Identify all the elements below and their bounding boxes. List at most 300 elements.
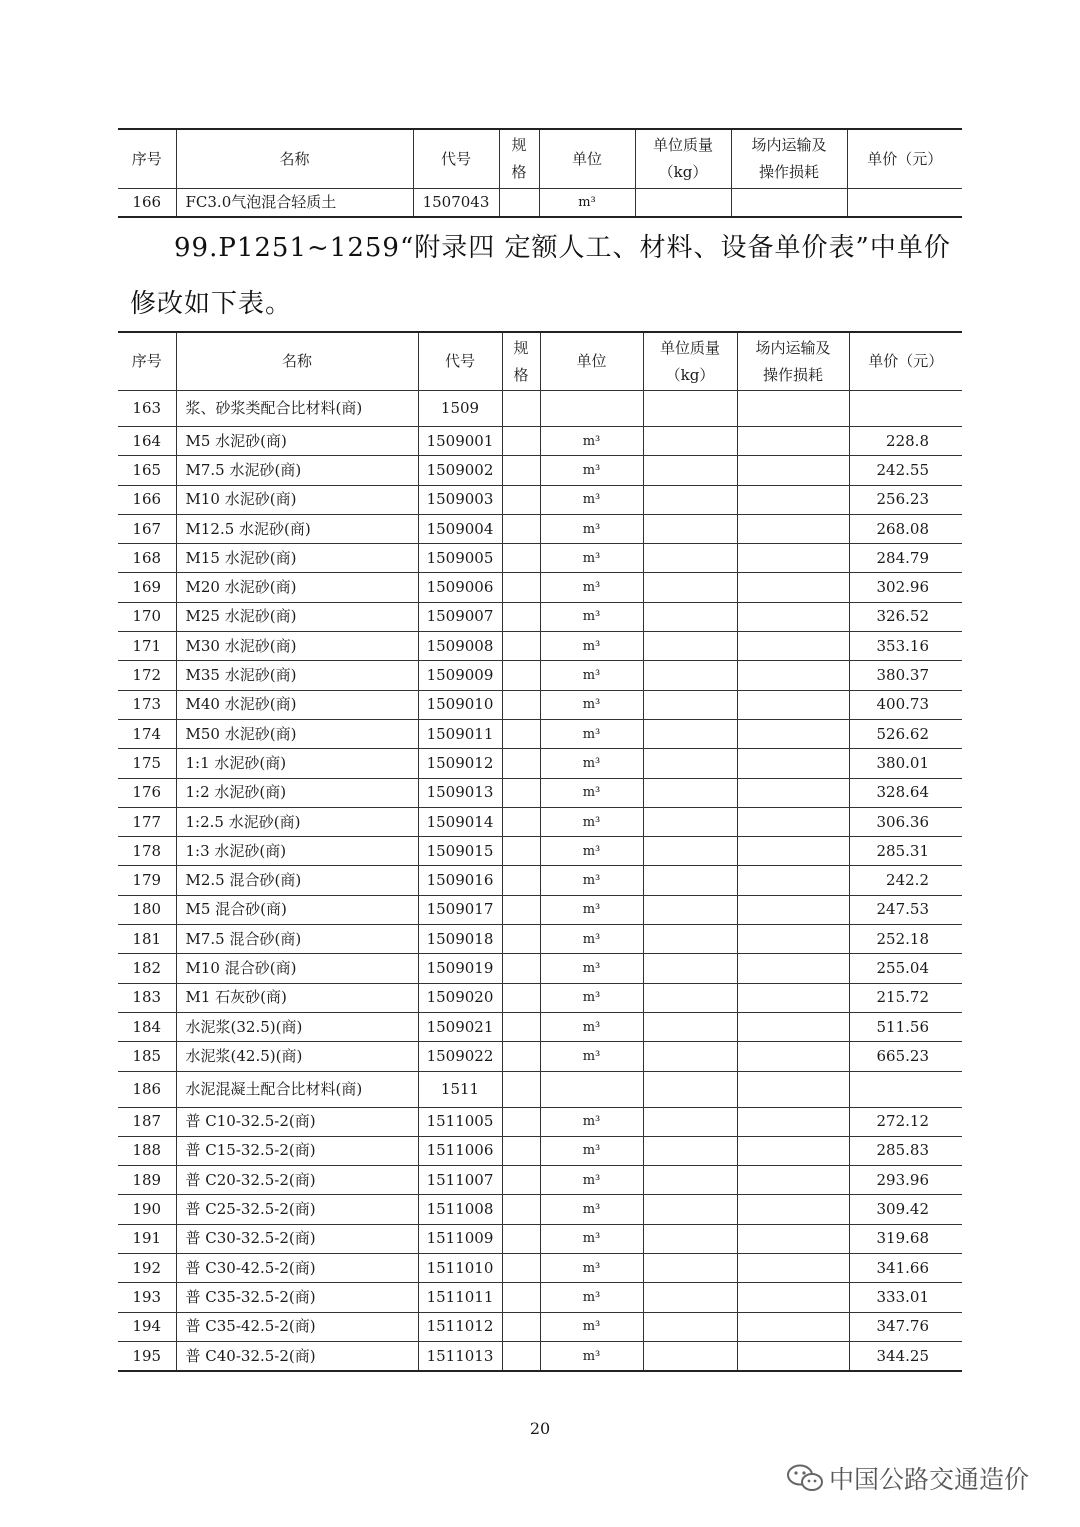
cell-code: 1511007 — [418, 1166, 502, 1195]
cell-mass — [643, 1195, 737, 1224]
cell-unit: m³ — [540, 749, 643, 778]
cell-loss — [731, 189, 847, 218]
header-name: 名称 — [176, 129, 413, 189]
header-mass-line1: 单位质量 — [659, 338, 720, 357]
cell-price: 242.2 — [849, 866, 962, 895]
cell-unit: m³ — [540, 778, 643, 807]
cell-code: 1509003 — [418, 485, 502, 514]
cell-index: 194 — [118, 1312, 176, 1341]
cell-mass — [643, 1341, 737, 1371]
cell-code: 1509018 — [418, 925, 502, 954]
cell-code: 1509009 — [418, 661, 502, 690]
cell-mass — [643, 1166, 737, 1195]
cell-name: 浆、砂浆类配合比材料(商) — [176, 391, 418, 427]
cell-loss — [737, 983, 849, 1012]
cell-name: M12.5 水泥砂(商) — [176, 514, 418, 543]
cell-mass — [643, 602, 737, 631]
cell-loss — [737, 719, 849, 748]
cell-index: 168 — [118, 544, 176, 573]
cell-spec — [502, 837, 540, 866]
header-spec-line2: 格 — [511, 163, 527, 181]
cell-name: M15 水泥砂(商) — [176, 544, 418, 573]
table-row — [118, 1341, 962, 1371]
cell-index: 169 — [118, 573, 176, 602]
cell-loss — [737, 485, 849, 514]
cell-code: 1509012 — [418, 749, 502, 778]
table-body-top — [118, 189, 962, 218]
cell-loss — [737, 427, 849, 456]
cell-index: 173 — [118, 690, 176, 719]
table-row — [118, 632, 962, 661]
cell-unit: m³ — [540, 954, 643, 983]
cell-price: 309.42 — [849, 1195, 962, 1224]
cell-code: 1509020 — [418, 983, 502, 1012]
cell-mass — [643, 954, 737, 983]
cell-name: M1 石灰砂(商) — [176, 983, 418, 1012]
table-row — [118, 514, 962, 543]
cell-loss — [737, 895, 849, 924]
header-mass-line2: （kg） — [665, 365, 715, 384]
cell-spec — [502, 485, 540, 514]
cell-mass — [643, 485, 737, 514]
cell-unit: m³ — [540, 1312, 643, 1341]
cell-unit — [540, 1071, 643, 1107]
cell-index: 185 — [118, 1042, 176, 1071]
cell-spec — [502, 1224, 540, 1253]
cell-price — [849, 1071, 962, 1107]
cell-name: M5 水泥砂(商) — [176, 427, 418, 456]
header-loss-line1: 场内运输及 — [755, 338, 831, 357]
cell-price: 380.01 — [849, 749, 962, 778]
cell-spec — [502, 1071, 540, 1107]
cell-loss — [737, 1195, 849, 1224]
cell-index: 170 — [118, 602, 176, 631]
cell-unit: m³ — [540, 514, 643, 543]
cell-price — [847, 189, 962, 218]
cell-unit: m³ — [540, 1136, 643, 1165]
cell-code: 1511011 — [418, 1283, 502, 1312]
header-spec-line1: 规 — [513, 338, 529, 357]
table-row — [118, 661, 962, 690]
cell-index: 190 — [118, 1195, 176, 1224]
cell-price: 268.08 — [849, 514, 962, 543]
cell-spec — [502, 1312, 540, 1341]
cell-index: 171 — [118, 632, 176, 661]
cell-index: 174 — [118, 719, 176, 748]
cell-name: 普 C30-42.5-2(商) — [176, 1254, 418, 1283]
cell-name: M40 水泥砂(商) — [176, 690, 418, 719]
cell-mass — [643, 661, 737, 690]
header-spec-line2: 格 — [513, 365, 529, 384]
cell-code: 1509007 — [418, 602, 502, 631]
table-row — [118, 1283, 962, 1312]
table-row — [118, 1107, 962, 1136]
cell-loss — [737, 1224, 849, 1253]
cell-price: 272.12 — [849, 1107, 962, 1136]
cell-loss — [737, 661, 849, 690]
header-mass-line2: （kg） — [658, 163, 708, 181]
table-row — [118, 1195, 962, 1224]
cell-loss — [737, 456, 849, 485]
cell-unit: m³ — [540, 1166, 643, 1195]
cell-mass — [635, 189, 731, 218]
cell-index: 183 — [118, 983, 176, 1012]
cell-code: 1509015 — [418, 837, 502, 866]
cell-code: 1511 — [418, 1071, 502, 1107]
cell-loss — [737, 866, 849, 895]
cell-loss — [737, 602, 849, 631]
cell-mass — [643, 983, 737, 1012]
cell-unit: m³ — [540, 632, 643, 661]
cell-code: 1509 — [418, 391, 502, 427]
cell-unit: m³ — [540, 1224, 643, 1253]
cell-price — [849, 391, 962, 427]
cell-spec — [502, 1136, 540, 1165]
cell-loss — [737, 1254, 849, 1283]
cell-spec — [502, 778, 540, 807]
table-row — [118, 1166, 962, 1195]
cell-mass — [643, 632, 737, 661]
header-loss — [731, 129, 847, 189]
cell-index: 164 — [118, 427, 176, 456]
cell-code: 1511008 — [418, 1195, 502, 1224]
cell-loss — [737, 1107, 849, 1136]
cell-spec — [502, 954, 540, 983]
cell-unit: m³ — [540, 427, 643, 456]
cell-price: 284.79 — [849, 544, 962, 573]
cell-spec — [502, 1341, 540, 1371]
cell-name: M10 混合砂(商) — [176, 954, 418, 983]
cell-spec — [502, 391, 540, 427]
cell-spec — [502, 1254, 540, 1283]
cell-code: 1511010 — [418, 1254, 502, 1283]
cell-code: 1509011 — [418, 719, 502, 748]
cell-index: 165 — [118, 456, 176, 485]
cell-price: 665.23 — [849, 1042, 962, 1071]
cell-price: 306.36 — [849, 807, 962, 836]
cell-code: 1509006 — [418, 573, 502, 602]
table-row — [118, 1254, 962, 1283]
cell-unit: m³ — [540, 1107, 643, 1136]
cell-name: 水泥浆(32.5)(商) — [176, 1012, 418, 1041]
cell-price: 247.53 — [849, 895, 962, 924]
cell-spec — [502, 661, 540, 690]
cell-spec — [502, 1042, 540, 1071]
cell-index: 182 — [118, 954, 176, 983]
cell-loss — [737, 1042, 849, 1071]
table-body-main — [118, 391, 962, 1372]
cell-spec — [502, 1012, 540, 1041]
cell-name: 普 C20-32.5-2(商) — [176, 1166, 418, 1195]
header-loss-line2: 操作损耗 — [762, 365, 823, 384]
cell-mass — [643, 866, 737, 895]
header-name: 名称 — [176, 332, 418, 391]
table-row — [118, 983, 962, 1012]
cell-code: 1509001 — [418, 427, 502, 456]
cell-spec — [502, 1283, 540, 1312]
table-row — [118, 866, 962, 895]
cell-unit: m³ — [540, 1283, 643, 1312]
cell-spec — [502, 1166, 540, 1195]
cell-unit: m³ — [540, 1195, 643, 1224]
cell-index: 167 — [118, 514, 176, 543]
cell-spec — [502, 807, 540, 836]
cell-unit: m³ — [540, 1042, 643, 1071]
price-table-main — [118, 331, 962, 1372]
cell-price: 328.64 — [849, 778, 962, 807]
cell-price: 293.96 — [849, 1166, 962, 1195]
cell-price: 511.56 — [849, 1012, 962, 1041]
header-code: 代号 — [413, 129, 499, 189]
cell-spec — [502, 1107, 540, 1136]
cell-code: 1509014 — [418, 807, 502, 836]
cell-code: 1509021 — [418, 1012, 502, 1041]
header-price: 单价（元） — [847, 129, 962, 189]
cell-index: 166 — [118, 189, 176, 218]
cell-spec — [502, 1195, 540, 1224]
cell-name: 普 C25-32.5-2(商) — [176, 1195, 418, 1224]
table-row — [118, 925, 962, 954]
table-group-row — [118, 1071, 962, 1107]
cell-unit: m³ — [540, 1254, 643, 1283]
cell-spec — [502, 749, 540, 778]
cell-mass — [643, 895, 737, 924]
cell-loss — [737, 1312, 849, 1341]
cell-unit: m³ — [540, 573, 643, 602]
cell-mass — [643, 807, 737, 836]
cell-mass — [643, 1312, 737, 1341]
cell-unit: m³ — [540, 690, 643, 719]
cell-name: M30 水泥砂(商) — [176, 632, 418, 661]
cell-index: 179 — [118, 866, 176, 895]
table-row — [118, 719, 962, 748]
cell-mass — [643, 690, 737, 719]
header-loss-line2: 操作损耗 — [758, 163, 819, 181]
cell-mass — [643, 1042, 737, 1071]
cell-name: M50 水泥砂(商) — [176, 719, 418, 748]
cell-price: 255.04 — [849, 954, 962, 983]
cell-name: 普 C35-32.5-2(商) — [176, 1283, 418, 1312]
header-mass — [643, 332, 737, 391]
header-unit: 单位 — [540, 332, 643, 391]
cell-spec — [502, 690, 540, 719]
cell-name: M10 水泥砂(商) — [176, 485, 418, 514]
cell-price: 347.76 — [849, 1312, 962, 1341]
table-row — [118, 544, 962, 573]
cell-unit: m³ — [540, 456, 643, 485]
cell-code: 1507043 — [413, 189, 499, 218]
cell-price: 242.55 — [849, 456, 962, 485]
cell-name: 1:3 水泥砂(商) — [176, 837, 418, 866]
cell-code: 1509004 — [418, 514, 502, 543]
table-row — [118, 573, 962, 602]
cell-code: 1509022 — [418, 1042, 502, 1071]
cell-index: 193 — [118, 1283, 176, 1312]
paragraph-line-1: 99.P1251~1259“附录四 定额人工、材料、设备单价表”中单价 — [174, 233, 951, 263]
cell-mass — [643, 1224, 737, 1253]
cell-price: 256.23 — [849, 485, 962, 514]
header-spec — [502, 332, 540, 391]
cell-loss — [737, 1136, 849, 1165]
cell-name: 普 C40-32.5-2(商) — [176, 1341, 418, 1371]
cell-price: 285.83 — [849, 1136, 962, 1165]
cell-code: 1511012 — [418, 1312, 502, 1341]
cell-loss — [737, 391, 849, 427]
wechat-icon — [785, 1463, 825, 1493]
cell-price: 380.37 — [849, 661, 962, 690]
table-row — [118, 690, 962, 719]
cell-code: 1509005 — [418, 544, 502, 573]
table-row — [118, 1224, 962, 1253]
cell-name: M20 水泥砂(商) — [176, 573, 418, 602]
cell-loss — [737, 1283, 849, 1312]
cell-index: 178 — [118, 837, 176, 866]
cell-name: 水泥混凝土配合比材料(商) — [176, 1071, 418, 1107]
cell-unit: m³ — [540, 1012, 643, 1041]
table-row — [118, 954, 962, 983]
cell-price: 344.25 — [849, 1341, 962, 1371]
cell-mass — [643, 1012, 737, 1041]
cell-mass — [643, 544, 737, 573]
cell-code: 1509019 — [418, 954, 502, 983]
cell-price: 319.68 — [849, 1224, 962, 1253]
cell-index: 176 — [118, 778, 176, 807]
cell-index: 188 — [118, 1136, 176, 1165]
table-row — [118, 1312, 962, 1341]
cell-name: 水泥浆(42.5)(商) — [176, 1042, 418, 1071]
cell-spec — [502, 719, 540, 748]
cell-index: 177 — [118, 807, 176, 836]
page-number: 20 — [529, 1419, 551, 1438]
cell-name: M25 水泥砂(商) — [176, 602, 418, 631]
cell-index: 181 — [118, 925, 176, 954]
table-row — [118, 807, 962, 836]
cell-spec — [502, 632, 540, 661]
cell-index: 184 — [118, 1012, 176, 1041]
cell-spec — [499, 189, 539, 218]
cell-mass — [643, 573, 737, 602]
cell-loss — [737, 514, 849, 543]
cell-loss — [737, 749, 849, 778]
cell-unit: m³ — [540, 544, 643, 573]
cell-unit: m³ — [540, 983, 643, 1012]
table-row — [118, 1136, 962, 1165]
cell-index: 172 — [118, 661, 176, 690]
cell-mass — [643, 749, 737, 778]
cell-mass — [643, 719, 737, 748]
cell-index: 192 — [118, 1254, 176, 1283]
cell-index: 186 — [118, 1071, 176, 1107]
cell-loss — [737, 807, 849, 836]
table-header-row — [118, 332, 962, 391]
cell-mass — [643, 1136, 737, 1165]
cell-code: 1511005 — [418, 1107, 502, 1136]
cell-mass — [643, 778, 737, 807]
cell-index: 163 — [118, 391, 176, 427]
table-row — [118, 427, 962, 456]
cell-code: 1511009 — [418, 1224, 502, 1253]
cell-code: 1511013 — [418, 1341, 502, 1371]
cell-mass — [643, 1107, 737, 1136]
cell-index: 175 — [118, 749, 176, 778]
cell-mass — [643, 427, 737, 456]
cell-loss — [737, 954, 849, 983]
cell-price: 252.18 — [849, 925, 962, 954]
cell-spec — [502, 983, 540, 1012]
cell-unit: m³ — [540, 1341, 643, 1371]
table-row — [118, 485, 962, 514]
cell-price: 215.72 — [849, 983, 962, 1012]
cell-loss — [737, 1012, 849, 1041]
cell-mass — [643, 837, 737, 866]
cell-loss — [737, 778, 849, 807]
cell-name: 1:2.5 水泥砂(商) — [176, 807, 418, 836]
table-row — [118, 778, 962, 807]
cell-spec — [502, 514, 540, 543]
cell-price: 341.66 — [849, 1254, 962, 1283]
cell-unit: m³ — [540, 602, 643, 631]
cell-name: 1:1 水泥砂(商) — [176, 749, 418, 778]
cell-price: 326.52 — [849, 602, 962, 631]
cell-unit — [540, 391, 643, 427]
cell-code: 1509016 — [418, 866, 502, 895]
header-index: 序号 — [118, 129, 176, 189]
cell-loss — [737, 925, 849, 954]
cell-loss — [737, 632, 849, 661]
cell-price: 400.73 — [849, 690, 962, 719]
cell-loss — [737, 1166, 849, 1195]
header-code: 代号 — [418, 332, 502, 391]
table-row — [118, 1012, 962, 1041]
cell-loss — [737, 573, 849, 602]
cell-unit: m³ — [540, 925, 643, 954]
cell-name: 普 C35-42.5-2(商) — [176, 1312, 418, 1341]
table-row — [118, 895, 962, 924]
cell-spec — [502, 573, 540, 602]
cell-spec — [502, 602, 540, 631]
cell-index: 189 — [118, 1166, 176, 1195]
header-spec-line1: 规 — [511, 136, 527, 154]
cell-unit: m³ — [540, 719, 643, 748]
header-price: 单价（元） — [849, 332, 962, 391]
cell-code: 1511006 — [418, 1136, 502, 1165]
header-loss — [737, 332, 849, 391]
cell-unit: m³ — [540, 485, 643, 514]
cell-mass — [643, 514, 737, 543]
cell-unit: m³ — [540, 866, 643, 895]
cell-code: 1509013 — [418, 778, 502, 807]
cell-name: 普 C10-32.5-2(商) — [176, 1107, 418, 1136]
cell-mass — [643, 1283, 737, 1312]
cell-mass — [643, 1071, 737, 1107]
table-row — [118, 189, 962, 218]
cell-spec — [502, 866, 540, 895]
table-header-row — [118, 129, 962, 189]
cell-price: 302.96 — [849, 573, 962, 602]
cell-name: M5 混合砂(商) — [176, 895, 418, 924]
cell-unit: m³ — [540, 661, 643, 690]
cell-spec — [502, 456, 540, 485]
table-group-row — [118, 391, 962, 427]
cell-mass — [643, 391, 737, 427]
table-row — [118, 1042, 962, 1071]
header-unit: 单位 — [539, 129, 635, 189]
cell-unit: m³ — [540, 837, 643, 866]
header-index: 序号 — [118, 332, 176, 391]
cell-code: 1509010 — [418, 690, 502, 719]
watermark — [785, 1460, 1029, 1496]
cell-spec — [502, 427, 540, 456]
